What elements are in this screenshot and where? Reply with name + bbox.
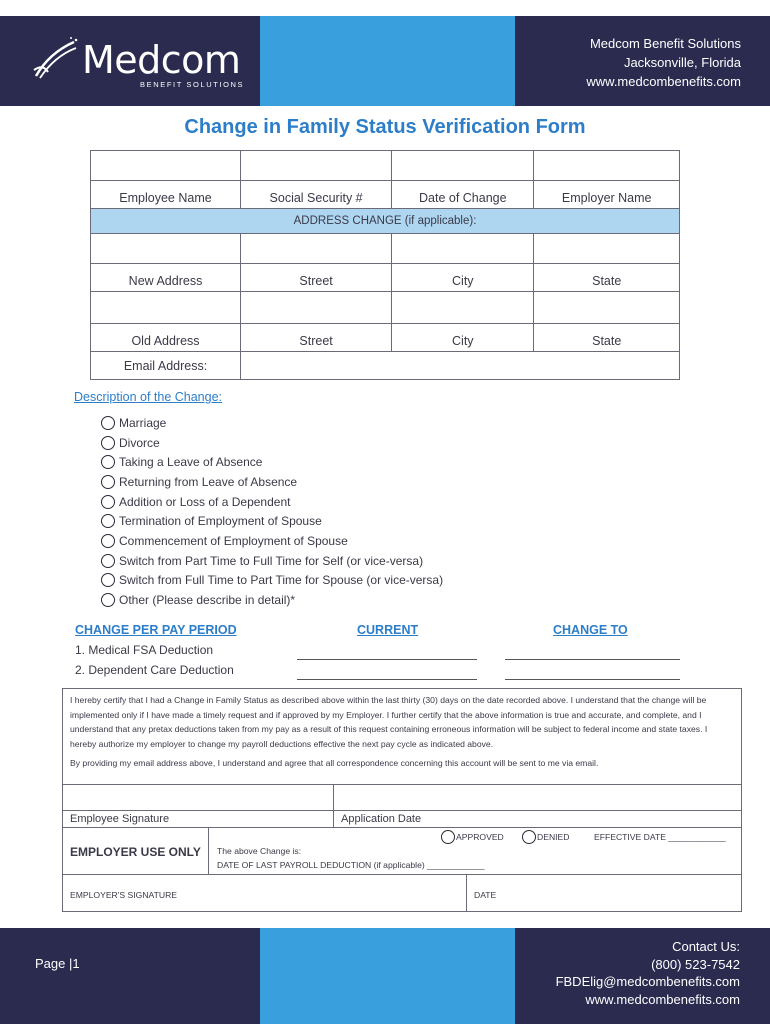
option-marriage[interactable]: Marriage [101, 413, 443, 433]
date-of-change-label: Date of Change [392, 181, 534, 209]
employer-name-field[interactable] [534, 151, 680, 181]
option-returning-from-leave[interactable]: Returning from Leave of Absence [101, 472, 443, 492]
header-contact-info [586, 34, 741, 91]
new-city-field[interactable] [392, 234, 534, 264]
old-address-field[interactable] [91, 292, 241, 324]
old-state-label: State [534, 324, 680, 352]
employee-name-label: Employee Name [91, 181, 241, 209]
certification-text: I hereby certify that I had a Change in Family Status as described above within the last thirty (30) days on the date recorded above. I understand that the change will be implemented only if I have made a timely request and if approved by my Employer. I further certify that the above information is true and accurate, and complete, and I understand that any pretax deductions taken from my pay as a result of this request containing erroneous information will be subject to federal income and state taxes. I hereby authorize my employer to change my payroll deductions effective the next pay cycle as indicated above. [70, 695, 708, 749]
denied-option[interactable]: DENIED [522, 830, 569, 844]
description-heading: Description of the Change: [74, 390, 223, 404]
radio-icon[interactable] [101, 514, 115, 528]
contact-phone[interactable]: (800) 523-7542 [651, 956, 740, 972]
option-part-to-full-self[interactable]: Switch from Part Time to Full Time for Self (or vice-versa) [101, 551, 443, 571]
radio-icon[interactable] [101, 573, 115, 587]
radio-icon[interactable] [101, 416, 115, 430]
option-dependent-change[interactable]: Addition or Loss of a Dependent [101, 492, 443, 512]
email-field[interactable] [241, 352, 680, 380]
change-to-fsa-line[interactable] [505, 659, 680, 660]
option-full-to-part-spouse[interactable]: Switch from Full Time to Part Time for Spouse (or vice-versa) [101, 571, 443, 591]
date-label: DATE [474, 890, 497, 900]
old-city-label: City [392, 324, 534, 352]
email-consent-text: By providing my email address above, I understand and agree that all correspondence concerning this account will be sent to me via email. [70, 758, 599, 768]
employee-signature-label: Employee Signature [70, 813, 170, 825]
old-street-label: Street [241, 324, 392, 352]
page-number: Page |1 [35, 956, 80, 971]
new-address-label: New Address [91, 264, 241, 292]
signature-block [62, 785, 742, 912]
dependent-care-label: 2. Dependent Care Deduction [75, 663, 234, 677]
radio-icon[interactable] [441, 830, 455, 844]
ssn-label: Social Security # [241, 181, 392, 209]
footer-left-band [0, 928, 260, 1024]
pay-period-heading: CHANGE PER PAY PERIOD [75, 623, 237, 637]
company-website[interactable]: www.medcombenefits.com [586, 74, 741, 89]
radio-icon[interactable] [522, 830, 536, 844]
form-title: Change in Family Status Verification Form [184, 116, 586, 138]
option-leave-of-absence[interactable]: Taking a Leave of Absence [101, 452, 443, 472]
new-city-label: City [392, 264, 534, 292]
employee-info-table [90, 150, 680, 380]
certification-box [62, 688, 742, 785]
change-options-list [101, 413, 443, 610]
page-footer [0, 928, 770, 1024]
application-date-label: Application Date [341, 813, 422, 825]
option-spouse-commencement[interactable]: Commencement of Employment of Spouse [101, 531, 443, 551]
radio-icon[interactable] [101, 455, 115, 469]
contact-website[interactable]: www.medcombenefits.com [585, 991, 740, 1007]
old-street-field[interactable] [241, 292, 392, 324]
above-change-label: The above Change is: [217, 846, 302, 856]
last-payroll-label: DATE OF LAST PAYROLL DEDUCTION (if applicable) ____________ [217, 860, 485, 870]
option-spouse-termination[interactable]: Termination of Employment of Spouse [101, 511, 443, 531]
old-state-field[interactable] [534, 292, 680, 324]
option-divorce[interactable]: Divorce [101, 433, 443, 453]
footer-contact [556, 938, 740, 1008]
contact-email[interactable]: FBDElig@medcombenefits.com [555, 974, 740, 989]
new-street-field[interactable] [241, 234, 392, 264]
contact-label: Contact Us: [672, 939, 740, 954]
email-label: Email Address: [91, 352, 241, 380]
radio-icon[interactable] [101, 554, 115, 568]
effective-date-label: EFFECTIVE DATE ____________ [594, 832, 726, 842]
ssn-field[interactable] [241, 151, 392, 181]
employers-signature-label: EMPLOYER'S SIGNATURE [70, 890, 178, 900]
radio-icon[interactable] [101, 436, 115, 450]
company-name: Medcom Benefit Solutions [589, 36, 741, 51]
medcom-logo [30, 32, 260, 92]
address-change-bar: ADDRESS CHANGE (if applicable): [91, 209, 680, 234]
current-fsa-line[interactable] [297, 659, 477, 660]
change-to-heading: CHANGE TO [553, 623, 628, 637]
page-header [0, 0, 770, 106]
footer-middle-band [260, 928, 515, 1024]
old-address-label: Old Address [91, 324, 241, 352]
new-street-label: Street [241, 264, 392, 292]
change-to-dependent-line[interactable] [505, 679, 680, 680]
current-heading: CURRENT [357, 623, 419, 637]
new-address-field[interactable] [91, 234, 241, 264]
radio-icon[interactable] [101, 475, 115, 489]
company-city: Jacksonville, Florida [623, 55, 741, 70]
employer-name-label: Employer Name [534, 181, 680, 209]
current-dependent-line[interactable] [297, 679, 477, 680]
swoosh-icon [30, 36, 80, 86]
option-other[interactable]: Other (Please describe in detail)* [101, 590, 443, 610]
radio-icon[interactable] [101, 495, 115, 509]
header-middle-band [260, 16, 515, 106]
radio-icon[interactable] [101, 534, 115, 548]
radio-icon[interactable] [101, 593, 115, 607]
approved-option[interactable]: APPROVED [441, 830, 504, 844]
logo-subtitle: BENEFIT SOLUTIONS [140, 80, 245, 89]
new-state-label: State [534, 264, 680, 292]
new-state-field[interactable] [534, 234, 680, 264]
logo-wordmark: Medcom [82, 38, 241, 82]
old-city-field[interactable] [392, 292, 534, 324]
employee-name-field[interactable] [91, 151, 241, 181]
date-of-change-field[interactable] [392, 151, 534, 181]
medical-fsa-label: 1. Medical FSA Deduction [75, 643, 214, 657]
employer-use-only-label: EMPLOYER USE ONLY [70, 845, 201, 859]
